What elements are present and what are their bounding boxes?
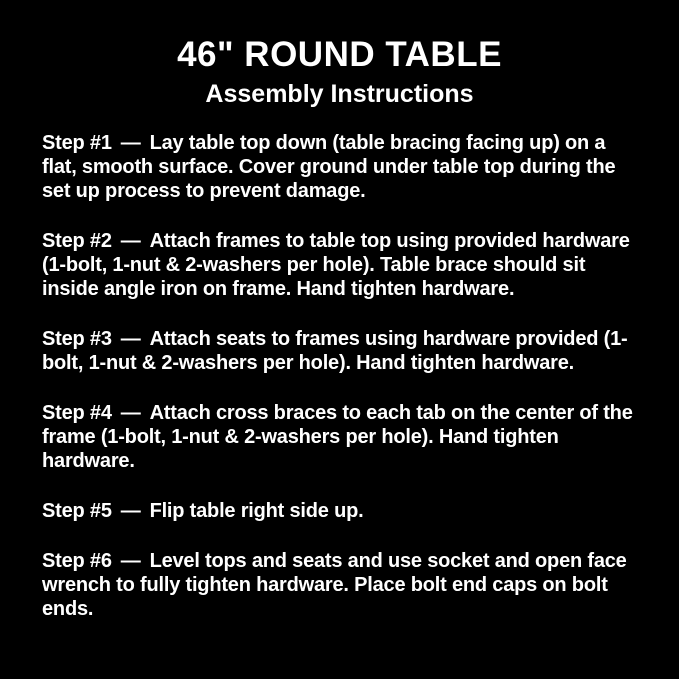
page-subtitle: Assembly Instructions [205, 79, 474, 108]
step-item-5 [42, 499, 637, 523]
step-text: Attach cross braces to each tab on the center of the frame (1-bolt, 1-nut & 2-washers per hole). Hand tighten hardware. [42, 401, 633, 472]
step-item-4 [42, 401, 637, 473]
step-item-3 [42, 327, 637, 375]
step-dash: — [120, 401, 141, 424]
step-dash: — [120, 229, 141, 252]
step-item-6 [42, 549, 637, 621]
page-title: 46" ROUND TABLE [177, 35, 502, 74]
step-label: Step #1 [42, 131, 112, 154]
step-item-1 [42, 131, 637, 203]
step-dash: — [120, 327, 141, 350]
step-text: Flip table right side up. [149, 499, 364, 522]
steps-list [0, 109, 679, 621]
step-label: Step #3 [42, 327, 112, 350]
step-text: Level tops and seats and use socket and open face wrench to fully tighten hardware. Place bolt end caps on bolt ends. [42, 549, 627, 620]
step-item-2 [42, 229, 637, 301]
step-text: Attach seats to frames using hardware provided (1-bolt, 1-nut & 2-washers per hole). Hand tighten hardware. [42, 327, 628, 374]
step-label: Step #2 [42, 229, 112, 252]
step-text: Lay table top down (table bracing facing up) on a flat, smooth surface. Cover ground under table top during the set up process to prevent damage. [42, 131, 616, 202]
step-dash: — [120, 549, 141, 572]
step-dash: — [120, 131, 141, 154]
step-label: Step #6 [42, 549, 112, 572]
header [0, 0, 679, 109]
step-dash: — [120, 499, 141, 522]
step-label: Step #4 [42, 401, 112, 424]
step-text: Attach frames to table top using provided hardware (1-bolt, 1-nut & 2-washers per hole). Table brace should sit inside angle iron on frame. Hand tighten hardware. [42, 229, 630, 300]
step-label: Step #5 [42, 499, 112, 522]
